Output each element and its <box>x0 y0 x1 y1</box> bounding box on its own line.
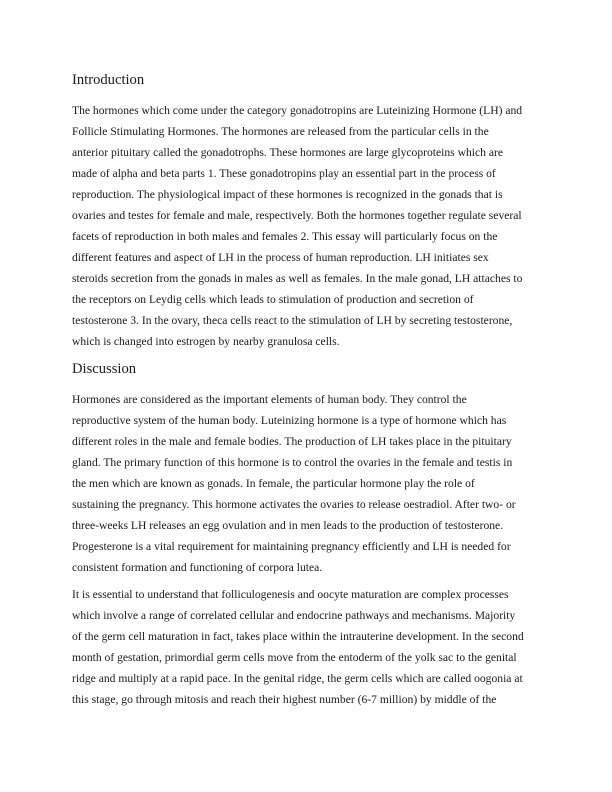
text-line: which is changed into estrogen by nearby granulosa cells. <box>72 335 340 348</box>
text-line: month of gestation, primordial germ cells move from the entoderm of the yolk sac to the genital <box>72 651 517 664</box>
text-line: ridge and multiply at a rapid pace. In the genital ridge, the germ cells which are called oogonia at <box>72 672 523 685</box>
text-line: It is essential to understand that folliculogenesis and oocyte maturation are complex processes <box>72 588 509 601</box>
section-heading-introduction: Introduction <box>72 72 145 88</box>
text-line: Progesterone is a vital requirement for maintaining pregnancy efficiently and LH is needed for <box>72 540 511 553</box>
text-line: gland. The primary function of this hormone is to control the ovaries in the female and testis in <box>72 456 513 469</box>
text-line: made of alpha and beta parts 1. These gonadotropins play an essential part in the process of <box>72 167 496 180</box>
text-line: reproductive system of the human body. Luteinizing hormone is a type of hormone which has <box>72 414 507 427</box>
text-line: different roles in the male and female bodies. The production of LH takes place in the pituitary <box>72 435 512 448</box>
text-line: The hormones which come under the category gonadotropins are Luteinizing Hormone (LH) and <box>72 104 523 117</box>
text-line: the receptors on Leydig cells which leads to stimulation of production and secretion of <box>72 293 474 306</box>
text-line: facets of reproduction in both males and females 2. This essay will particularly focus on the <box>72 230 498 243</box>
text-line: this stage, go through mitosis and reach their highest number (6-7 million) by middle of the <box>72 693 497 706</box>
text-line: which involve a range of correlated cellular and endocrine pathways and mechanisms. Majority <box>72 609 516 622</box>
text-line: the men which are known as gonads. In female, the particular hormone play the role of <box>72 477 475 490</box>
section-heading-discussion: Discussion <box>72 361 137 377</box>
text-line: different features and aspect of LH in the process of human reproduction. LH initiates sex <box>72 251 489 264</box>
text-line: steroids secretion from the gonads in males as well as females. In the male gonad, LH attaches to <box>72 272 523 285</box>
text-line: anterior pituitary called the gonadotrophs. These hormones are large glycoproteins which are <box>72 146 503 159</box>
text-line: Follicle Stimulating Hormones. The hormones are released from the particular cells in the <box>72 125 489 138</box>
text-line: ovaries and testes for female and male, respectively. Both the hormones together regulate several <box>72 209 522 222</box>
text-line: three-weeks LH releases an egg ovulation and in men leads to the production of testosterone. <box>72 519 504 532</box>
text-line: Hormones are considered as the important elements of human body. They control the <box>72 393 467 406</box>
text-line: testosterone 3. In the ovary, theca cells react to the stimulation of LH by secreting testosterone, <box>72 314 513 327</box>
text-line: of the germ cell maturation in fact, takes place within the intrauterine development. In the second <box>72 630 524 643</box>
text-line: sustaining the pregnancy. This hormone activates the ovaries to release oestradiol. After two- or <box>72 498 516 511</box>
text-line: reproduction. The physiological impact of these hormones is recognized in the gonads that is <box>72 188 503 201</box>
text-line: consistent formation and functioning of corpora lutea. <box>72 561 323 574</box>
